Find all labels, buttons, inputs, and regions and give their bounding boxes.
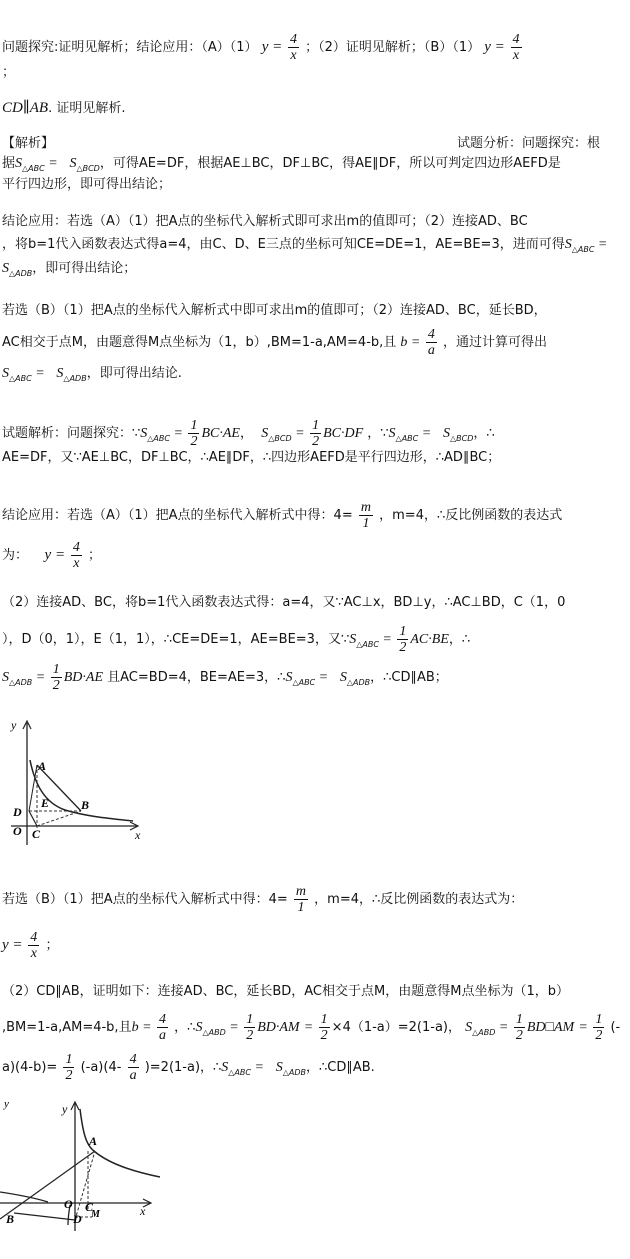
fraction: $\frac{4}{a}$ (427, 327, 435, 358)
fraction: $\frac{m}{1}$ (360, 500, 371, 531)
line-CB (37, 811, 81, 826)
line-DC (29, 811, 37, 826)
fraction: $\frac{4}{x}$ (512, 32, 520, 63)
solution-line-3: 结论应用：若选（A）（1）把A点的坐标代入解析式中得：4= $\frac{m}{1}$ ，m=4，∴反比例函数的表达式 (2, 500, 563, 531)
solution-line-4: 为： y = $\frac{4}{x}$ ； (2, 540, 101, 571)
fraction: $\frac{m}{1}$ (295, 884, 307, 915)
fraction: $\frac{1}{2}$ (312, 418, 320, 449)
label-C: C (32, 827, 41, 841)
fraction: $\frac{1}{2}$ (246, 1012, 254, 1043)
solution-line-2: AE=DF，又∵AE⊥BC，DF⊥BC，∴AE∥DF，∴四边形AEFD是平行四边形，∴AD∥BC； (2, 450, 501, 465)
label-D: D (13, 805, 22, 819)
analysis-line-5: $S_{\triangle ADB}$，即可得出结论； (2, 261, 137, 278)
solution-line-12: a)(4-b)= $\frac{1}{2}$ (-a)(4- $\frac{4}{a}$ )=2(1-a)，$\therefore S_{\triangle ABC} = S_{\triangle ADB}$，∴CD∥AB. (2, 1052, 375, 1083)
graph-1 (5, 715, 150, 855)
analysis-line-2: 平行四边形，即可得出结论； (2, 177, 172, 192)
analysis-line-3: 结论应用：若选（A）（1）把A点的坐标代入解析式即可求出m的值即可；（2）连接AD、BC (2, 214, 528, 229)
label-B: B (6, 1212, 15, 1226)
answer-line-1: 问题探究:证明见解析；结论应用：（A）（1） y = $\frac{4}{x}$ ；（2）证明见解析；（B）（1） y = $\frac{4}{x}$ (2, 32, 520, 63)
fraction: $\frac{1}{2}$ (399, 624, 407, 655)
fraction: $\frac{4}{x}$ (30, 930, 38, 961)
solution-line-5: （2）连接AD、BC，将b=1代入函数表达式得：a=4，又∵AC⊥x，BD⊥y，∴AC⊥BD，C（1，0 (2, 595, 566, 610)
analysis-line-1: 据$S_{\triangle ABC} = S_{\triangle BCD}$，可得AE=DF，根据AE⊥BC，DF⊥BC，得AE∥DF，所以可判定四边形AEFD是 (2, 156, 561, 173)
analysis-title: 【解析】 (2, 136, 55, 151)
analysis-tag: 试题分析：问题探究：根 (457, 136, 601, 151)
label-D: D (73, 1212, 82, 1226)
analysis-line-7: AC相交于点M，由题意得M点坐标为（1，b）,BM=1-a,AM=4-b,且 b = $\frac{4}{a}$ ，通过计算可得出 (2, 327, 548, 358)
solution-line-6: ），D（0，1），E（1，1），∴CE=DE=1，AE=BE=3，又$\because S_{\triangle ABC}$ = $\frac{1}{2}$ AC·BE，∴ (2, 624, 471, 655)
label-x: x (135, 828, 141, 842)
label-y: y (11, 718, 17, 732)
label-A: A (89, 1134, 98, 1148)
label-O: O (13, 824, 22, 838)
analysis-line-8: $S_{\triangle ABC} = S_{\triangle ADB}$，即可得出结论. (2, 366, 182, 383)
fraction: $\frac{4}{a}$ (129, 1052, 137, 1083)
analysis-line-6: 若选（B）（1）把A点的坐标代入解析式中即可求出m的值即可；（2）连接AD、BC，延长BD， (2, 303, 547, 318)
fraction: $\frac{1}{2}$ (52, 662, 60, 693)
label-A: A (38, 759, 47, 773)
curve-lower-left (0, 1192, 48, 1202)
label-B: B (81, 798, 90, 812)
answer-line-2: CD∥AB. 证明见解析. (2, 100, 126, 116)
solution-line-11: ,BM=1-a,AM=4-b,且b = $\frac{4}{a}$ ，$\therefore S_{\triangle ABD}$ = $\frac{1}{2}$ BD·AM = $\frac{1}{2}$ ×4（1-a）=2(1-a)， $S_{\triangle ABD}$ = $\frac{1}{2}$ BD□AM = $\frac{1}{2}$ (- (2, 1012, 621, 1043)
solution-line-1: 试题解析：问题探究：$\because S_{\triangle ABC}$ = $\frac{1}{2}$ BC·AE， $S_{\triangle BCD}$ = $\frac{1}{2}$ BC·DF ，$\because S_{\triangle ABC} = S_{\triangle BCD}$，∴ (2, 418, 495, 449)
graph-2 (0, 1095, 165, 1235)
fraction: $\frac{1}{2}$ (320, 1012, 328, 1043)
solution-line-9: y = $\frac{4}{x}$ ； (2, 930, 59, 961)
label-M: M (91, 1209, 100, 1220)
fraction: $\frac{4}{x}$ (72, 540, 80, 571)
solution-line-8: 若选（B）（1）把A点的坐标代入解析式中得：4= $\frac{m}{1}$ ，m=4，∴反比例函数的表达式为： (2, 884, 524, 915)
fraction: $\frac{4}{x}$ (289, 32, 297, 63)
fraction: $\frac{4}{a}$ (159, 1012, 167, 1043)
answer-semicolon: ； (2, 65, 16, 80)
label-O: O (64, 1197, 73, 1211)
fraction: $\frac{1}{2}$ (65, 1052, 73, 1083)
solution-line-10: （2）CD∥AB，证明如下：连接AD、BC，延长BD，AC相交于点M，由题意得M点坐标为（1，b） (2, 984, 569, 999)
analysis-line-4: ，将b=1代入函数表达式得a=4，由C、D、E三点的坐标可知CE=DE=1，AE=BE=3，进而可得$S_{\triangle ABC}$ = (2, 237, 608, 254)
solution-line-7: $S_{\triangle ADB}$ = $\frac{1}{2}$ BD·AE 且AC=BD=4，BE=AE=3，$\therefore S_{\triangle ABC} = S_{\triangle ADB}$，∴CD∥AB； (2, 662, 448, 693)
label-y: y (62, 1102, 68, 1116)
line-BD (14, 1213, 75, 1220)
label-E: E (41, 796, 50, 810)
fraction: $\frac{1}{2}$ (595, 1012, 603, 1043)
label-corner: y (4, 1098, 9, 1110)
label-C: C (85, 1200, 94, 1214)
label-x: x (140, 1204, 146, 1218)
line-BA (0, 1151, 95, 1219)
fraction: $\frac{1}{2}$ (515, 1012, 523, 1043)
fraction: $\frac{1}{2}$ (190, 418, 198, 449)
